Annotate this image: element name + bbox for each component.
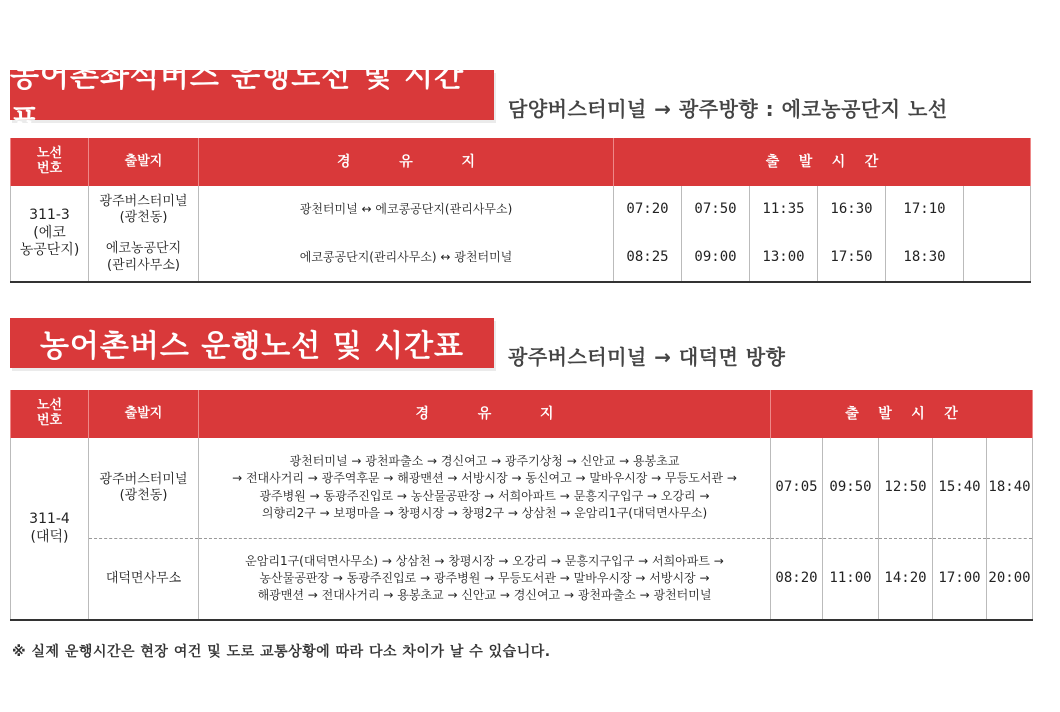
departure-time: 12:50 bbox=[879, 438, 933, 538]
origin-cell: 대덕면사무소 bbox=[89, 538, 199, 620]
departure-time: 09:50 bbox=[823, 438, 879, 538]
section1-timetable bbox=[10, 138, 1031, 283]
origin-cell: 에코농공단지 (관리사무소) bbox=[89, 234, 199, 282]
departure-time bbox=[964, 234, 1031, 282]
section2-timetable bbox=[10, 390, 1033, 621]
header-via: 경 유 지 bbox=[199, 138, 614, 186]
via-cell: 에코콩공단지(관리사무소) ↔ 광천터미널 bbox=[199, 234, 614, 282]
header-times: 출 발 시 간 bbox=[771, 390, 1033, 438]
origin-cell: 광주버스터미널 (광천동) bbox=[89, 438, 199, 538]
departure-time: 15:40 bbox=[933, 438, 987, 538]
section1-subtitle: 담양버스터미널 → 광주방향 : 에코농공단지 노선 bbox=[508, 97, 948, 121]
table-row bbox=[11, 186, 1031, 234]
departure-time: 11:35 bbox=[750, 186, 818, 234]
section2-subtitle: 광주버스터미널 → 대덕면 방향 bbox=[508, 345, 786, 369]
departure-time: 17:50 bbox=[818, 234, 886, 282]
via-cell: 운암리1구(대덕면사무소) → 상삼천 → 창평시장 → 오강리 → 문흥지구입구 → 서희아파트 → 농산물공판장 → 동광주진입로 → 광주병원 → 무등도서관 → 말바우시장 → 서방시장 → 해광맨션 → 전대사거리 → 용봉초교 → 신안교 → 경신여고 → 광천파출소 → 광천터미널 bbox=[199, 538, 771, 620]
route-number: 311-3 (에코 농공단지) bbox=[11, 186, 89, 282]
departure-time: 08:25 bbox=[614, 234, 682, 282]
departure-time bbox=[964, 186, 1031, 234]
table-row bbox=[11, 438, 1033, 538]
departure-time: 08:20 bbox=[771, 538, 823, 620]
departure-time: 07:05 bbox=[771, 438, 823, 538]
departure-time: 11:00 bbox=[823, 538, 879, 620]
table-row bbox=[11, 234, 1031, 282]
section1-title: 농어촌좌석버스 운행노선 및 시간표 bbox=[10, 59, 465, 138]
departure-time: 13:00 bbox=[750, 234, 818, 282]
header-route-no: 노선 번호 bbox=[11, 138, 89, 186]
section2-header-row bbox=[11, 390, 1033, 438]
header-origin: 출발지 bbox=[89, 390, 199, 438]
via-cell: 광천터미널 → 광천파출소 → 경신여고 → 광주기상청 → 신안교 → 용봉초교 → 전대사거리 → 광주역후문 → 해광맨션 → 서방시장 → 동신여고 → 말바우시장 → 무등도서관 → 광주병원 → 동광주진입로 → 농산물공판장 → 서희아파트 → 문흥지구입구 → 오강리 → 의향리2구 → 보평마을 → 창평시장 → 창평2구 → 상삼천 → 운암리1구(대덕면사무소) bbox=[199, 438, 771, 538]
table-row bbox=[11, 538, 1033, 620]
route-number: 311-4 (대덕) bbox=[11, 438, 89, 620]
via-cell: 광천터미널 ↔ 에코콩공단지(관리사무소) bbox=[199, 186, 614, 234]
section1-title-banner bbox=[10, 59, 494, 138]
section2-title-banner bbox=[10, 318, 494, 368]
footnote: ※ 실제 운행시간은 현장 여건 및 도로 교통상황에 따라 다소 차이가 날 수 있습니다. bbox=[12, 644, 551, 660]
header-via: 경 유 지 bbox=[199, 390, 771, 438]
departure-time: 18:40 bbox=[987, 438, 1033, 538]
departure-time: 18:30 bbox=[886, 234, 964, 282]
departure-time: 17:00 bbox=[933, 538, 987, 620]
departure-time: 17:10 bbox=[886, 186, 964, 234]
header-route-no: 노선 번호 bbox=[11, 390, 89, 438]
section2-title: 농어촌버스 운행노선 및 시간표 bbox=[39, 329, 465, 364]
header-times: 출 발 시 간 bbox=[614, 138, 1031, 186]
section1-header-row bbox=[11, 138, 1031, 186]
departure-time: 20:00 bbox=[987, 538, 1033, 620]
departure-time: 14:20 bbox=[879, 538, 933, 620]
departure-time: 07:50 bbox=[682, 186, 750, 234]
departure-time: 09:00 bbox=[682, 234, 750, 282]
origin-cell: 광주버스터미널 (광천동) bbox=[89, 186, 199, 234]
departure-time: 07:20 bbox=[614, 186, 682, 234]
departure-time: 16:30 bbox=[818, 186, 886, 234]
header-origin: 출발지 bbox=[89, 138, 199, 186]
